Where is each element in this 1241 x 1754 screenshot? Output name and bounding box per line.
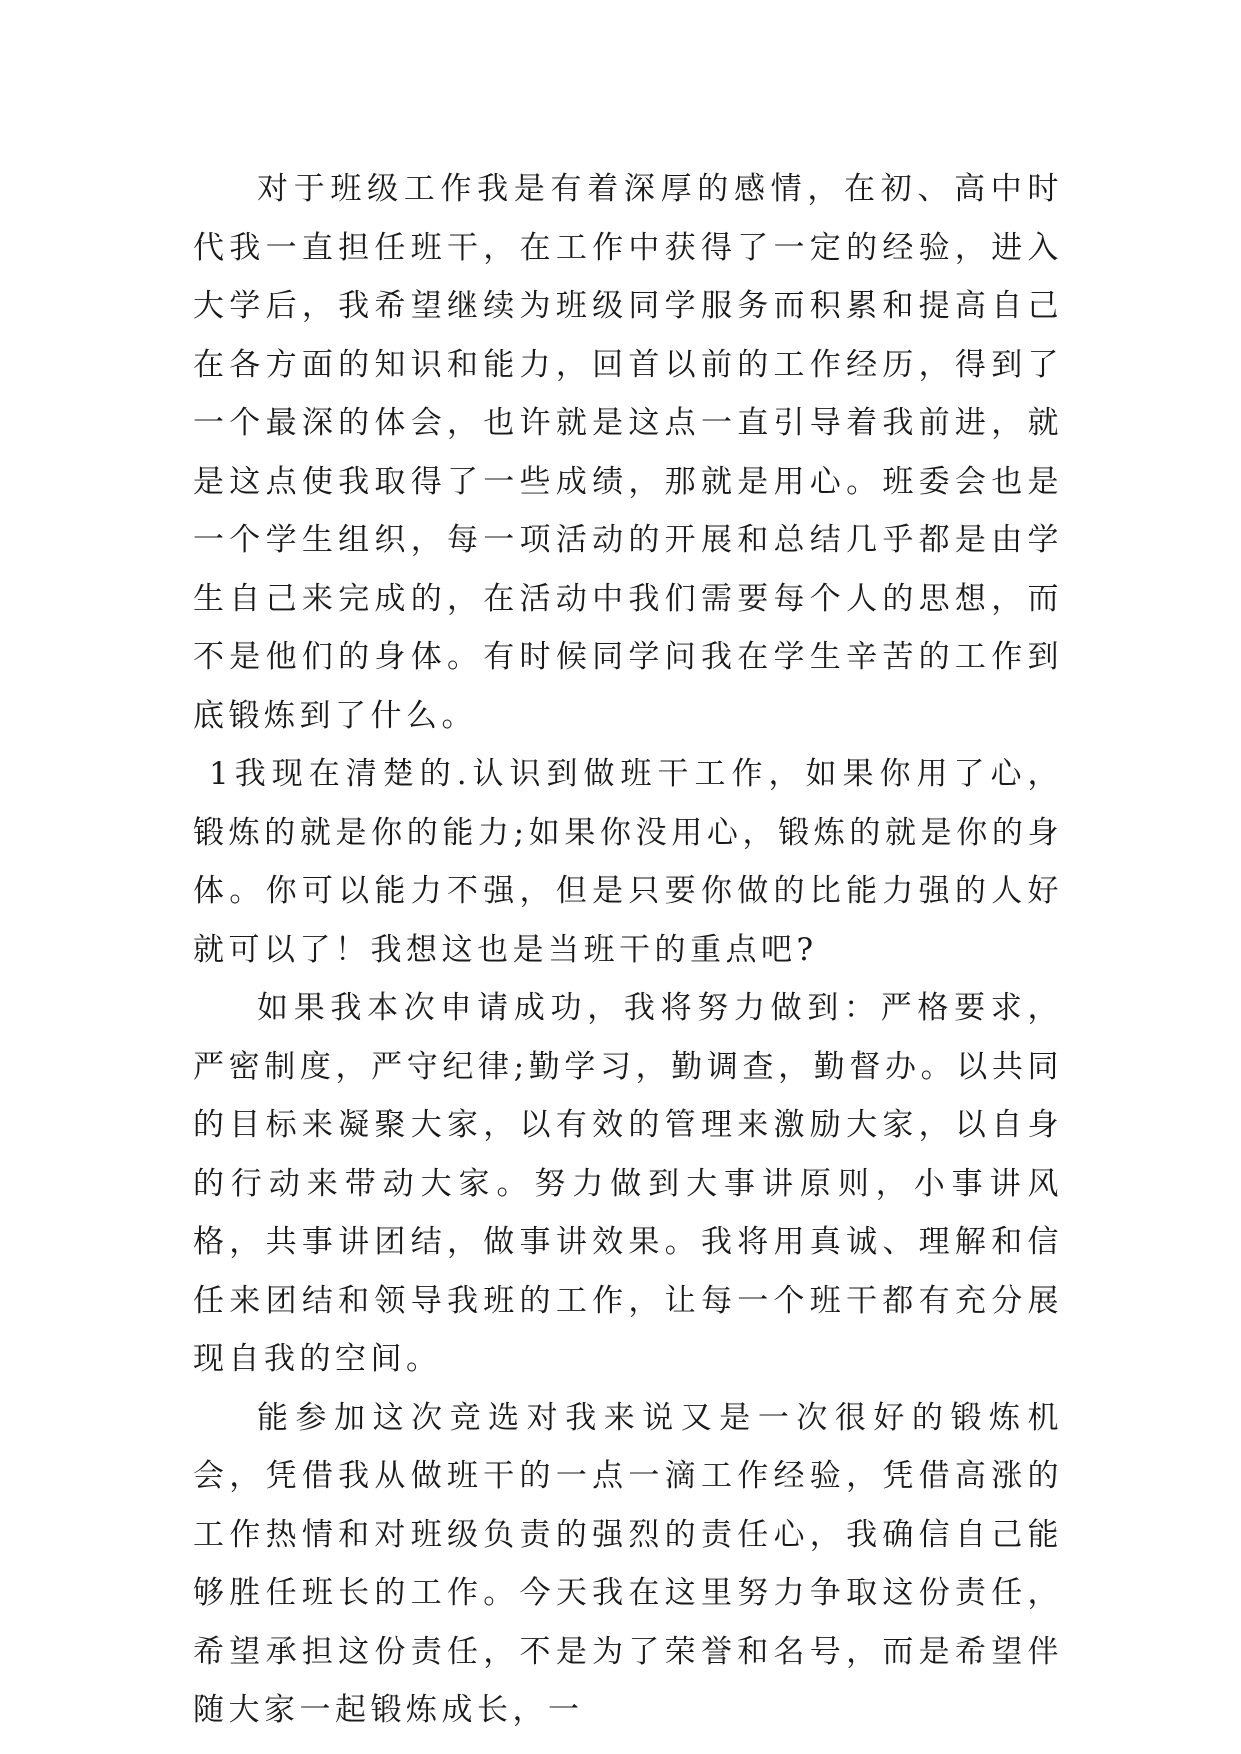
paragraph-2: 1我现在清楚的.认识到做班干工作，如果你用了心，锻炼的就是你的能力;如果你没用心，锻炼的就是你的身体。你可以能力不强，但是只要你做的比能力强的人好就可以了！我想这也是当班干的重点吧? [193, 756, 1063, 968]
paragraph-4: 能参加这次竞选对我来说又是一次很好的锻炼机会，凭借我从做班干的一点一滴工作经验，凭借高涨的工作热情和对班级负责的强烈的责任心，我确信自己能够胜任班长的工作。今天我在这里努力争取这份责任，希望承担这份责任，不是为了荣誉和名号，而是希望伴随大家一起锻炼成长，一 [193, 1399, 1063, 1728]
document-body [193, 160, 1063, 1740]
paragraph-1: 对于班级工作我是有着深厚的感情，在初、高中时代我一直担任班干，在工作中获得了一定的经验，进入大学后，我希望继续为班级同学服务而积累和提高自己在各方面的知识和能力，回首以前的工作经历，得到了一个最深的体会，也许就是这点一直引导着我前进，就是这点使我取得了一些成绩，那就是用心。班委会也是一个学生组织，每一项活动的开展和总结几乎都是由学生自己来完成的，在活动中我们需要每个人的思想，而不是他们的身体。有时候同学问我在学生辛苦的工作到底锻炼到了什么。 [193, 171, 1063, 734]
paragraph-3: 如果我本次申请成功，我将努力做到：严格要求，严密制度，严守纪律;勤学习，勤调查，勤督办。以共同的目标来凝聚大家，以有效的管理来激励大家，以自身的行动来带动大家。努力做到大事讲原则，小事讲风格，共事讲团结，做事讲效果。我将用真诚、理解和信任来团结和领导我班的工作，让每一个班干都有充分展现自我的空间。 [193, 990, 1063, 1377]
